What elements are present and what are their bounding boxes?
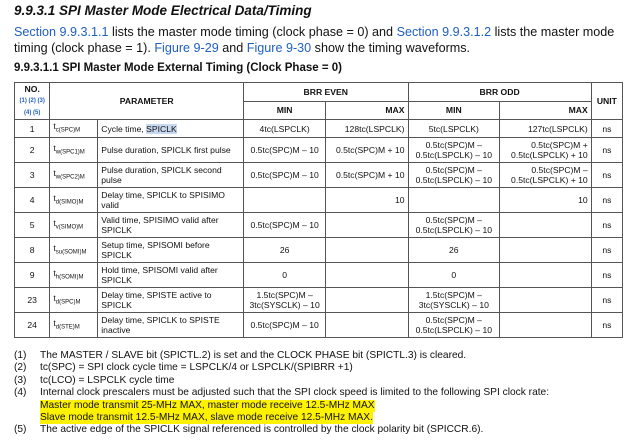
even-min-header: MIN	[244, 101, 326, 120]
brr-even-min: 0.5tc(SPC)M – 10	[244, 163, 326, 188]
table-row	[15, 288, 623, 313]
row-number: 9	[15, 263, 50, 288]
brr-odd-min: 0	[408, 263, 500, 288]
brr-even-min: 4tc(LSPCLK)	[244, 120, 326, 138]
link-section-9-9-3-1-1[interactable]: Section 9.9.3.1.1	[14, 25, 109, 39]
parameter-symbol: $t_{d(STE)M}$	[50, 313, 98, 338]
brr-even-max	[326, 263, 408, 288]
brr-odd-max	[500, 238, 592, 263]
brr-odd-max: 0.5tc(SPC)M + 0.5tc(LSPCLK) + 10	[500, 138, 592, 163]
footnote: (3) tc(LCO) = LSPCLK cycle time	[14, 374, 175, 386]
footnote: Slave mode transmit 12.5-MHz MAX, slave mode receive 12.5-MHz MAX.	[40, 412, 373, 424]
link-section-9-9-3-1-2[interactable]: Section 9.9.3.1.2	[396, 25, 492, 39]
brr-odd-min: 0.5tc(SPC)M – 0.5tc(LSPCLK) – 10	[408, 163, 500, 188]
even-max-header: MAX	[326, 101, 408, 120]
intro-text: lists the master mode timing (clock phase = 0) and	[108, 25, 397, 39]
unit-cell: ns	[591, 238, 622, 263]
table-row	[15, 188, 623, 213]
brr-odd-max: 0.5tc(SPC)M – 0.5tc(LSPCLK) + 10	[500, 163, 592, 188]
row-number: 23	[15, 288, 50, 313]
brr-odd-max	[500, 213, 592, 238]
brr-odd-min: 5tc(LSPCLK)	[408, 120, 500, 138]
section-heading: 9.9.3.1 SPI Master Mode Electrical Data/Timing	[14, 3, 312, 18]
parameter-symbol: $t_{d(SIMO)M}$	[50, 188, 98, 213]
parameter-symbol: $t_{v(SIMO)M}$	[50, 213, 98, 238]
row-number: 5	[15, 213, 50, 238]
brr-even-min: 0.5tc(SPC)M – 10	[244, 213, 326, 238]
unit-cell: ns	[591, 138, 622, 163]
intro-text: and	[218, 41, 247, 55]
intro-text: show the timing waveforms.	[311, 41, 471, 55]
brr-even-max: 0.5tc(SPC)M + 10	[326, 163, 408, 188]
odd-min-header: MIN	[408, 101, 500, 120]
parameter-symbol: $t_{w(SPC2)M}$	[50, 163, 98, 188]
unit-cell: ns	[591, 263, 622, 288]
parameter-description: Pulse duration, SPICLK second pulse	[98, 163, 244, 188]
unit-header: UNIT	[591, 83, 622, 120]
table-row	[15, 213, 623, 238]
footnotes	[14, 350, 626, 437]
footnote: (1) The MASTER / SLAVE bit (SPICTL.2) is set and the CLOCK PHASE bit (SPICTL.3) is cleared.	[14, 350, 467, 361]
parameter-symbol: $t_{h(SOMI)M}$	[50, 263, 98, 288]
table-row	[15, 120, 623, 138]
brr-odd-max	[500, 313, 592, 338]
intro-text: lists the master mode timing (clock phase = 1).	[14, 25, 615, 55]
brr-even-header: BRR EVEN	[244, 83, 408, 102]
brr-even-max	[326, 213, 408, 238]
parameter-description: Valid time, SPISIMO valid after SPICLK	[98, 213, 244, 238]
parameter-symbol: $t_{su(SOMI)M}$	[50, 238, 98, 263]
table-row	[15, 238, 623, 263]
brr-even-max	[326, 288, 408, 313]
parameter-symbol: $t_{d(SPC)M}$	[50, 288, 98, 313]
parameter-description: Delay time, SPISTE active to SPICLK	[98, 288, 244, 313]
brr-odd-max	[500, 288, 592, 313]
brr-even-min: 0.5tc(SPC)M – 10	[244, 313, 326, 338]
timing-table	[14, 82, 623, 338]
brr-odd-min: 0.5tc(SPC)M – 0.5tc(LSPCLK) – 10	[408, 313, 500, 338]
brr-odd-max: 10	[500, 188, 592, 213]
brr-even-max: 10	[326, 188, 408, 213]
brr-odd-min: 0.5tc(SPC)M – 0.5tc(LSPCLK) – 10	[408, 213, 500, 238]
row-number: 3	[15, 163, 50, 188]
brr-odd-min: 26	[408, 238, 500, 263]
brr-even-min: 0.5tc(SPC)M – 10	[244, 138, 326, 163]
brr-even-min: 0	[244, 263, 326, 288]
brr-even-max	[326, 313, 408, 338]
unit-cell: ns	[591, 213, 622, 238]
row-number: 24	[15, 313, 50, 338]
brr-even-min	[244, 188, 326, 213]
row-number: 1	[15, 120, 50, 138]
no-header: NO. (1) (2) (3) (4) (5)	[15, 83, 50, 120]
brr-odd-max: 127tc(LSPCLK)	[500, 120, 592, 138]
parameter-symbol: $t_{c(SPC)M}$	[50, 120, 98, 138]
table-row	[15, 313, 623, 338]
parameter-symbol: $t_{w(SPC1)M}$	[50, 138, 98, 163]
link-figure-9-30[interactable]: Figure 9-30	[246, 41, 312, 55]
footnote: (4) Internal clock prescalers must be adjusted such that the SPI clock speed is limited to the following SPI clock rate:	[14, 387, 550, 399]
brr-even-min: 1.5tc(SPC)M – 3tc(SYSCLK) – 10	[244, 288, 326, 313]
brr-odd-min: 1.5tc(SPC)M – 3tc(SYSCLK) – 10	[408, 288, 500, 313]
parameter-description: Hold time, SPISOMI valid after SPICLK	[98, 263, 244, 288]
unit-cell: ns	[591, 163, 622, 188]
odd-max-header: MAX	[500, 101, 592, 120]
unit-cell: ns	[591, 288, 622, 313]
brr-even-max	[326, 238, 408, 263]
brr-odd-header: BRR ODD	[408, 83, 591, 102]
table-row	[15, 163, 623, 188]
brr-even-max: 0.5tc(SPC)M + 10	[326, 138, 408, 163]
brr-odd-max	[500, 263, 592, 288]
parameter-header: PARAMETER	[50, 83, 244, 120]
parameter-description: Delay time, SPICLK to SPISTE inactive	[98, 313, 244, 338]
parameter-description: Cycle time, SPICLK	[98, 120, 244, 138]
link-figure-9-29[interactable]: Figure 9-29	[154, 41, 219, 55]
footnote: (2) tc(SPC) = SPI clock cycle time = LSPCLK/4 or LSPCLK/(SPIBRR +1)	[14, 362, 353, 374]
brr-odd-min	[408, 188, 500, 213]
unit-cell: ns	[591, 313, 622, 338]
unit-cell: ns	[591, 120, 622, 138]
brr-even-min: 26	[244, 238, 326, 263]
parameter-description: Delay time, SPICLK to SPISIMO valid	[98, 188, 244, 213]
brr-odd-min: 0.5tc(SPC)M – 0.5tc(LSPCLK) – 10	[408, 138, 500, 163]
table-heading: 9.9.3.1.1 SPI Master Mode External Timing (Clock Phase = 0)	[14, 62, 342, 74]
table-row	[15, 263, 623, 288]
intro-paragraph	[14, 24, 626, 56]
footnote: (5) The active edge of the SPICLK signal referenced is controlled by the clock polarity bit (SPICCR.6).	[14, 424, 484, 436]
unit-cell: ns	[591, 188, 622, 213]
parameter-description: Pulse duration, SPICLK first pulse	[98, 138, 244, 163]
row-number: 4	[15, 188, 50, 213]
parameter-description: Setup time, SPISOMI before SPICLK	[98, 238, 244, 263]
footnote: Master mode transmit 25-MHz MAX, master mode receive 12.5-MHz MAX	[40, 399, 375, 411]
row-number: 2	[15, 138, 50, 163]
row-number: 8	[15, 238, 50, 263]
table-row	[15, 138, 623, 163]
brr-even-max: 128tc(LSPCLK)	[326, 120, 408, 138]
